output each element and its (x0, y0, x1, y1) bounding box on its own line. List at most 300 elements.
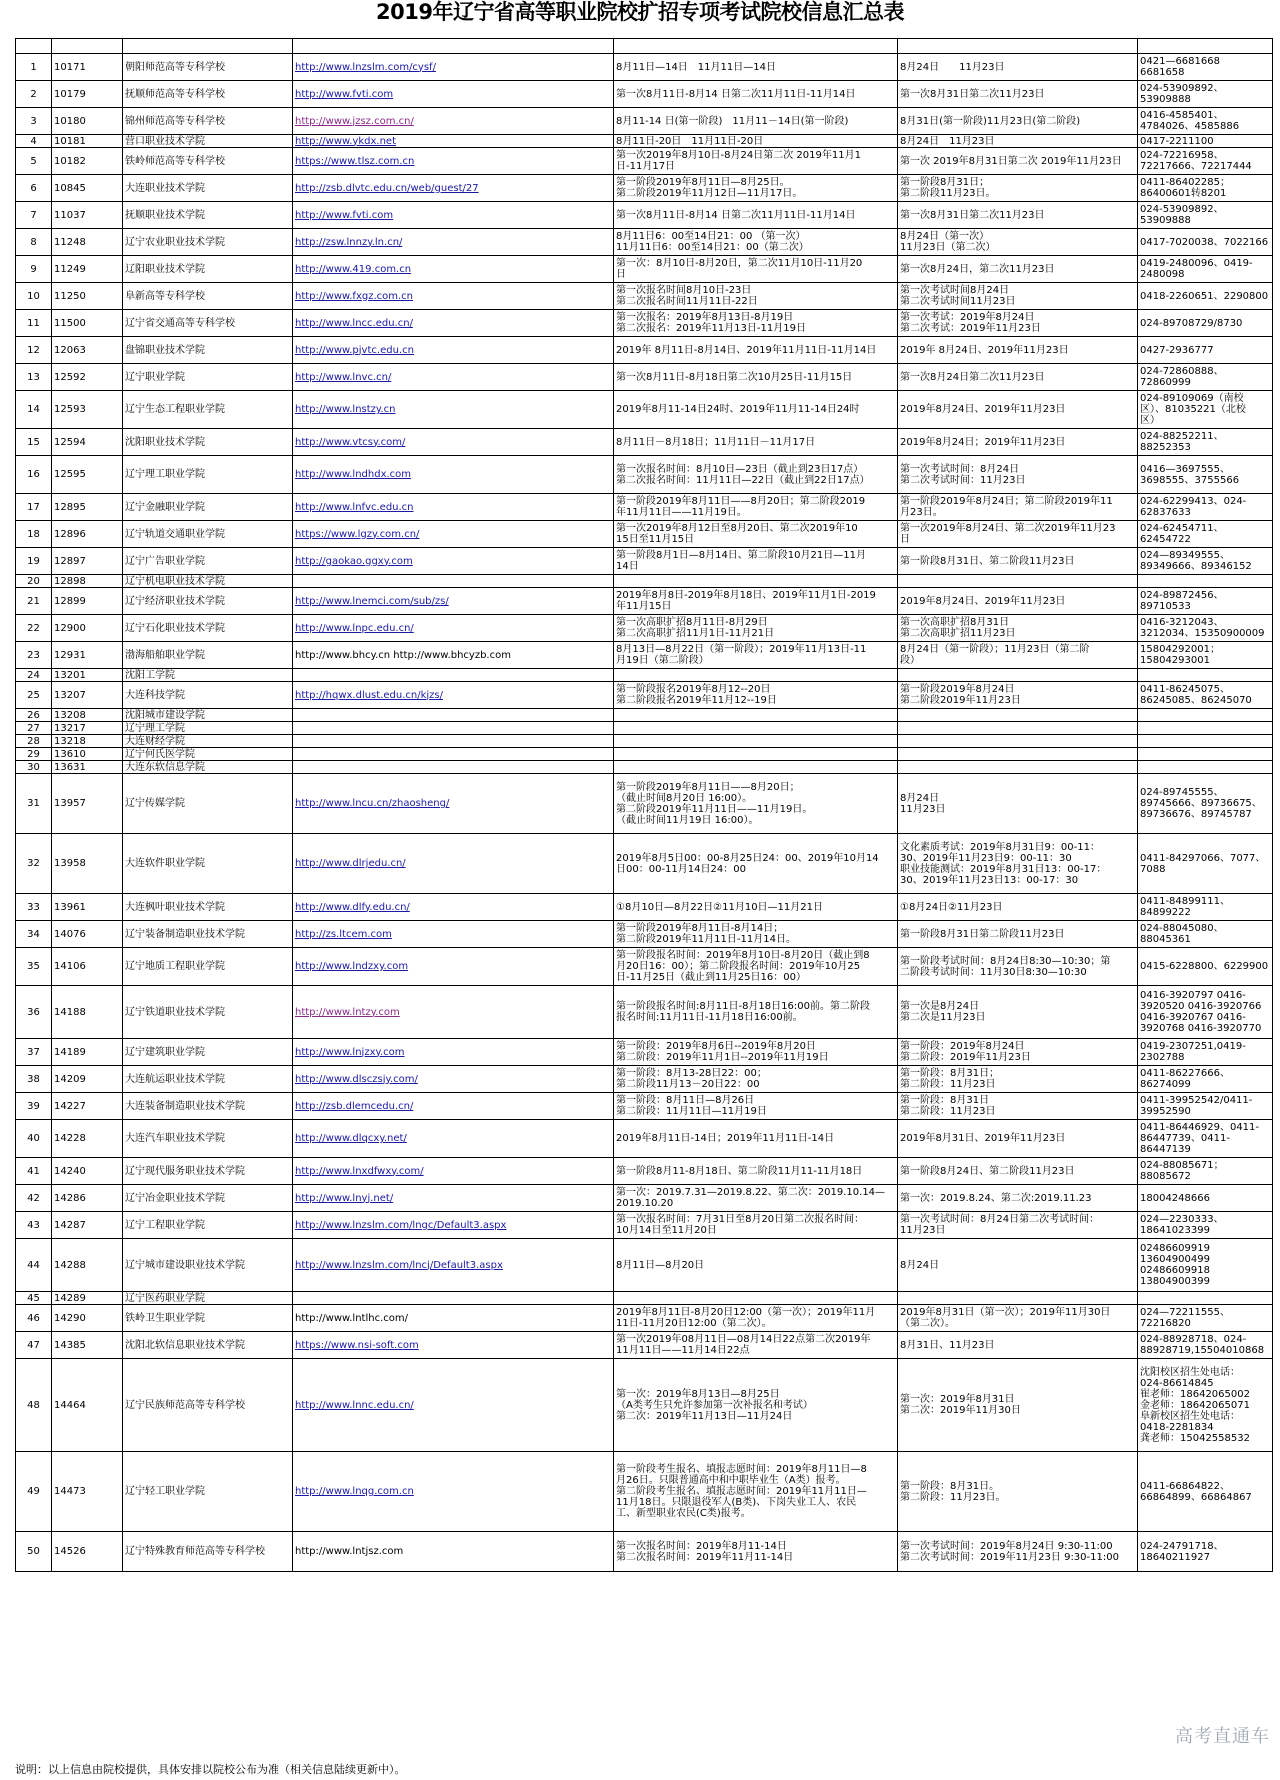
school-name: 辽宁石化职业技术学院 (123, 615, 293, 642)
contact-phone: 0416-4585401、 4784026、4585886 (1138, 108, 1273, 135)
school-url[interactable]: http://www.dlsczsjy.com/ (293, 1066, 614, 1093)
table-row (16, 735, 1273, 748)
table-row (16, 894, 1273, 921)
row-number: 29 (16, 748, 52, 761)
apply-time (614, 761, 898, 774)
school-name: 沈阳职业技术学院 (123, 429, 293, 456)
contact-phone: 0411-84297066、7077、 7088 (1138, 834, 1273, 894)
table-row (16, 1359, 1273, 1452)
school-url[interactable]: http://www.lnzslm.com/cysf/ (293, 54, 614, 81)
school-code: 11037 (52, 202, 123, 229)
school-url[interactable]: http://www.lndzxy.com (293, 948, 614, 986)
school-name: 辽宁生态工程职业学院 (123, 391, 293, 429)
school-code: 12897 (52, 548, 123, 575)
apply-time: 第一阶段2019年8月11日-8月14日； 第二阶段2019年11月11日-11月14日。 (614, 921, 898, 948)
school-url[interactable]: http://www.dlrjedu.cn/ (293, 834, 614, 894)
contact-phone (1138, 709, 1273, 722)
row-number: 5 (16, 148, 52, 175)
exam-time: 第一次2019年8月24日、第二次2019年11月23 日 (898, 521, 1138, 548)
contact-phone: 0419-2307251,0419- 2302788 (1138, 1039, 1273, 1066)
school-url[interactable]: http://www.fvti.com (293, 81, 614, 108)
table-row (16, 748, 1273, 761)
apply-time: 第一次8月11日-8月14 日第二次11月11日-11月14日 (614, 202, 898, 229)
school-name: 辽宁建筑职业学院 (123, 1039, 293, 1066)
row-number: 27 (16, 722, 52, 735)
school-url[interactable]: http://www.lnemci.com/sub/zs/ (293, 588, 614, 615)
page-title: 2019年辽宁省高等职业院校扩招专项考试院校信息汇总表 (376, 0, 904, 24)
exam-time: 第一次8月31日第二次11月23日 (898, 202, 1138, 229)
row-number: 40 (16, 1120, 52, 1158)
table-row (16, 337, 1273, 364)
school-name: 辽宁铁道职业技术学院 (123, 986, 293, 1039)
school-code: 14385 (52, 1332, 123, 1359)
apply-time: 2019年8月8日-2019年8月18日、2019年11月1日-2019 年11月15日 (614, 588, 898, 615)
school-name: 盘锦职业技术学院 (123, 337, 293, 364)
school-url[interactable]: http://www.fxgz.com.cn (293, 283, 614, 310)
school-url[interactable]: http://zsb.dlvtc.edu.cn/web/guest/27 (293, 175, 614, 202)
header-cell (52, 39, 123, 54)
school-name: 大连科技学院 (123, 682, 293, 709)
exam-time: 2019年8月24日、2019年11月23日 (898, 588, 1138, 615)
contact-phone: 024-24791718、 18640211927 (1138, 1532, 1273, 1572)
school-code: 12593 (52, 391, 123, 429)
apply-time: 第一阶段2019年8月11日——8月20日； （截止时间8月20日 16:00）。 第二阶段2019年11月11日——11月19日。 （截止时间11月19日 16:00）。 (614, 774, 898, 834)
school-name: 辽宁经济职业技术学院 (123, 588, 293, 615)
header-cell (293, 39, 614, 54)
school-name: 辽宁省交通高等专科学校 (123, 310, 293, 337)
school-name: 辽宁地质工程职业学院 (123, 948, 293, 986)
row-number: 14 (16, 391, 52, 429)
table-row (16, 1158, 1273, 1185)
school-url[interactable]: http://www.vtcsy.com/ (293, 429, 614, 456)
apply-time: 第一次：8月10日-8月20日，第二次11月10日-11月20 日 (614, 256, 898, 283)
apply-time: 8月13日—8月22日（第一阶段）；2019年11月13日-11 月19日（第二阶段） (614, 642, 898, 669)
apply-time (614, 709, 898, 722)
school-url[interactable]: http://www.lnpc.edu.cn/ (293, 615, 614, 642)
row-number: 12 (16, 337, 52, 364)
school-code: 13208 (52, 709, 123, 722)
exam-time: 2019年8月24日；2019年11月23日 (898, 429, 1138, 456)
contact-phone: 02486609919 13604900499 02486609918 13804900399 (1138, 1239, 1273, 1292)
school-name: 辽宁广告职业学院 (123, 548, 293, 575)
school-url[interactable]: http://gaokao.ggxy.com (293, 548, 614, 575)
info-table (15, 38, 1273, 1572)
table-row (16, 148, 1273, 175)
apply-time: 8月11日—14日 11月11日—14日 (614, 54, 898, 81)
apply-time (614, 722, 898, 735)
school-name: 渤海船舶职业学院 (123, 642, 293, 669)
contact-phone: 0416—3697555、 3698555、3755566 (1138, 456, 1273, 494)
contact-phone: 15804292001； 15804293001 (1138, 642, 1273, 669)
school-url[interactable]: http://www.lnstzy.cn (293, 391, 614, 429)
table-row (16, 81, 1273, 108)
table-row (16, 364, 1273, 391)
school-name: 大连枫叶职业技术学院 (123, 894, 293, 921)
school-url[interactable]: https://www.tlsz.com.cn (293, 148, 614, 175)
table-row (16, 921, 1273, 948)
apply-time: 第一次报名时间8月10日-23日 第二次报名时间11月11日-22日 (614, 283, 898, 310)
exam-time: 第一次考试时间8月24日 第二次考试时间11月23日 (898, 283, 1138, 310)
apply-time: 第一次报名时间：8月10日—23日（截止到23日17点） 第二次报名时间：11月11日—22日（截止到22日17点） (614, 456, 898, 494)
table-row (16, 642, 1273, 669)
school-name: 锦州师范高等专科学校 (123, 108, 293, 135)
school-code: 13958 (52, 834, 123, 894)
table-row (16, 456, 1273, 494)
school-code: 14290 (52, 1305, 123, 1332)
school-code: 14188 (52, 986, 123, 1039)
apply-time (614, 669, 898, 682)
school-code: 12900 (52, 615, 123, 642)
contact-phone (1138, 761, 1273, 774)
school-code: 10181 (52, 135, 123, 148)
exam-time (898, 722, 1138, 735)
apply-time: 8月11日6：00至14日21：00 （第一次） 11月11日6：00至14日21：00（第二次） (614, 229, 898, 256)
contact-phone: 0418-2260651、2290800 (1138, 283, 1273, 310)
contact-phone: 0421—6681668 6681658 (1138, 54, 1273, 81)
school-code: 14189 (52, 1039, 123, 1066)
row-number: 31 (16, 774, 52, 834)
school-code: 13631 (52, 761, 123, 774)
exam-time (898, 575, 1138, 588)
row-number: 23 (16, 642, 52, 669)
exam-time: 8月31日(第一阶段)11月23日(第二阶段) (898, 108, 1138, 135)
contact-phone: 024-88045080、 88045361 (1138, 921, 1273, 948)
school-name: 辽宁何氏医学院 (123, 748, 293, 761)
row-number: 4 (16, 135, 52, 148)
exam-time: 第一阶段考试时间：8月24日8:30—10:30；第 二阶段考试时间：11月30日8:30—10:30 (898, 948, 1138, 986)
row-number: 39 (16, 1093, 52, 1120)
exam-time: 第一次考试时间：8月24日 第二次考试时间：11月23日 (898, 456, 1138, 494)
school-code: 10179 (52, 81, 123, 108)
exam-time: 8月24日 11月23日 (898, 774, 1138, 834)
row-number: 42 (16, 1185, 52, 1212)
school-name: 大连装备制造职业技术学院 (123, 1093, 293, 1120)
school-name: 辽宁职业学院 (123, 364, 293, 391)
table-row (16, 682, 1273, 709)
exam-time (898, 761, 1138, 774)
school-code: 14464 (52, 1359, 123, 1452)
school-name: 沈阳北软信息职业技术学院 (123, 1332, 293, 1359)
school-name: 辽宁理工职业学院 (123, 456, 293, 494)
exam-time: 第一次：2019年8月31日 第二次：2019年11月30日 (898, 1359, 1138, 1452)
school-code: 12899 (52, 588, 123, 615)
apply-time: 第一次2019年8月12日至8月20日、第二次2019年10 15日至11月15日 (614, 521, 898, 548)
contact-phone: 024-53909892、 53909888 (1138, 81, 1273, 108)
contact-phone: 024-72860888、 72860999 (1138, 364, 1273, 391)
school-name: 辽宁现代服务职业技术学院 (123, 1158, 293, 1185)
exam-time: 2019年8月31日（第一次）；2019年11月30日 （第二次）。 (898, 1305, 1138, 1332)
contact-phone: 024-89872456、 89710533 (1138, 588, 1273, 615)
apply-time: 第一次：2019.7.31—2019.8.22、第二次：2019.10.14— 2019.10.20 (614, 1185, 898, 1212)
school-code: 12592 (52, 364, 123, 391)
school-code: 14289 (52, 1292, 123, 1305)
header-row (16, 39, 1273, 54)
school-code: 12895 (52, 494, 123, 521)
school-url[interactable]: http://www.lnvc.cn/ (293, 364, 614, 391)
school-url[interactable]: http://www.bhcy.cn http://www.bhcyzb.com (293, 642, 614, 669)
school-url[interactable]: http://www.lntlhc.com/ (293, 1305, 614, 1332)
table-row (16, 948, 1273, 986)
exam-time: 8月24日 (898, 1239, 1138, 1292)
school-code: 14287 (52, 1212, 123, 1239)
school-code: 14286 (52, 1185, 123, 1212)
apply-time (614, 575, 898, 588)
school-url[interactable]: http://www.lnzslm.com/lncj/Default3.aspx (293, 1239, 614, 1292)
table-row (16, 1452, 1273, 1532)
school-url[interactable]: http://www.lncc.edu.cn/ (293, 310, 614, 337)
contact-phone (1138, 575, 1273, 588)
apply-time: 第一次2019年8月10日-8月24日第二次 2019年11月1 日-11月17日 (614, 148, 898, 175)
school-code: 14228 (52, 1120, 123, 1158)
row-number: 37 (16, 1039, 52, 1066)
apply-time: 第一次8月11日-8月18日第二次10月25日-11月15日 (614, 364, 898, 391)
exam-time: 第一次8月31日第二次11月23日 (898, 81, 1138, 108)
school-url (293, 748, 614, 761)
exam-time (898, 735, 1138, 748)
row-number: 36 (16, 986, 52, 1039)
school-name: 辽宁工程职业学院 (123, 1212, 293, 1239)
row-number: 48 (16, 1359, 52, 1452)
contact-phone (1138, 722, 1273, 735)
school-url[interactable]: http://www.lnfvc.edu.cn (293, 494, 614, 521)
school-name: 大连东软信息学院 (123, 761, 293, 774)
apply-time: 第一次报名：2019年8月13日-8月19日 第二次报名：2019年11月13日-11月19日 (614, 310, 898, 337)
exam-time (898, 1292, 1138, 1305)
school-url[interactable]: https://www.lgzy.com.cn/ (293, 521, 614, 548)
school-name: 沈阳城市建设学院 (123, 709, 293, 722)
contact-phone: 024—89349555、 89349666、89346152 (1138, 548, 1273, 575)
apply-time: 第一阶段2019年8月11日——8月20日；第二阶段2019 年11月11日——11月19日。 (614, 494, 898, 521)
contact-phone (1138, 1292, 1273, 1305)
school-url[interactable]: http://hqwx.dlust.edu.cn/kjzs/ (293, 682, 614, 709)
school-name: 沈阳工学院 (123, 669, 293, 682)
table-row (16, 494, 1273, 521)
school-url[interactable]: https://www.nsi-soft.com (293, 1332, 614, 1359)
exam-time: 第一次是8月24日 第二次是11月23日 (898, 986, 1138, 1039)
school-name: 辽宁医药职业学院 (123, 1292, 293, 1305)
table-row (16, 283, 1273, 310)
school-code: 14526 (52, 1532, 123, 1572)
school-code: 10171 (52, 54, 123, 81)
contact-phone: 024-88252211、 88252353 (1138, 429, 1273, 456)
school-name: 大连航运职业技术学院 (123, 1066, 293, 1093)
row-number: 3 (16, 108, 52, 135)
row-number: 10 (16, 283, 52, 310)
school-code: 13201 (52, 669, 123, 682)
contact-phone: 0416-3920797 0416- 3920520 0416-3920766 0416-3920767 0416- 3920768 0416-3920770 (1138, 986, 1273, 1039)
contact-phone: 0411-86227666、 86274099 (1138, 1066, 1273, 1093)
exam-time: 第一阶段8月31日第二阶段11月23日 (898, 921, 1138, 948)
school-name: 抚顺职业技术学院 (123, 202, 293, 229)
apply-time: 2019年8月11-14日24时、2019年11月11-14日24时 (614, 391, 898, 429)
school-code: 13610 (52, 748, 123, 761)
apply-time: 第一次：2019年8月13日—8月25日 （A类考生只允许参加第一次补报名和考试） 第二次：2019年11月13日—11月24日 (614, 1359, 898, 1452)
contact-phone (1138, 669, 1273, 682)
row-number: 38 (16, 1066, 52, 1093)
contact-phone: 024—72211555、 72216820 (1138, 1305, 1273, 1332)
apply-time: 第一次高职扩招8月11日-8月29日 第二次高职扩招11月1日-11月21日 (614, 615, 898, 642)
footnote: 说明：以上信息由院校提供，具体安排以院校公布为准（相关信息陆续更新中）。 (15, 1763, 406, 1776)
school-url[interactable]: http://www.lndhdx.com (293, 456, 614, 494)
school-url[interactable]: http://www.419.com.cn (293, 256, 614, 283)
row-number: 8 (16, 229, 52, 256)
table-row (16, 1532, 1273, 1572)
school-code: 12063 (52, 337, 123, 364)
exam-time: 8月24日（第一阶段）；11月23日（第二阶 段） (898, 642, 1138, 669)
row-number: 45 (16, 1292, 52, 1305)
school-url[interactable]: http://zsw.lnnzy.ln.cn/ (293, 229, 614, 256)
exam-time: 第一次考试时间：2019年8月24日 9:30-11:00 第二次考试时间：2019年11月23日 9:30-11:00 (898, 1532, 1138, 1572)
table-row (16, 761, 1273, 774)
contact-phone: 0411-84899111、 84899222 (1138, 894, 1273, 921)
school-code: 12595 (52, 456, 123, 494)
header-cell (123, 39, 293, 54)
table-row (16, 774, 1273, 834)
school-url[interactable]: http://www.lnqg.com.cn (293, 1452, 614, 1532)
apply-time: 第一阶段报名时间:8月11日-8月18日16:00前。第二阶段 报名时间:11月11日-11月18日16:00前。 (614, 986, 898, 1039)
school-name: 辽阳职业技术学院 (123, 256, 293, 283)
school-url[interactable]: http://www.pjvtc.edu.cn (293, 337, 614, 364)
school-code: 10180 (52, 108, 123, 135)
school-code: 10182 (52, 148, 123, 175)
apply-time: 第一次8月11日-8月14 日第二次11月11日-11月14日 (614, 81, 898, 108)
school-url (293, 722, 614, 735)
school-url[interactable]: http://www.fvti.com (293, 202, 614, 229)
row-number: 50 (16, 1532, 52, 1572)
exam-time: 文化素质考试：2019年8月31日9：00-11： 30、2019年11月23日9：00-11：30 职业技能测试：2019年8月31日13：00-17： 30、2019年11月23日13：00-17：30 (898, 834, 1138, 894)
school-url[interactable]: http://www.lnjzxy.com (293, 1039, 614, 1066)
school-url[interactable]: http://zs.ltcem.com (293, 921, 614, 948)
school-url[interactable]: http://www.lnyj.net/ (293, 1185, 614, 1212)
apply-time: 第一阶段：8月11日—8月26日 第二阶段：11月11日—11月19日 (614, 1093, 898, 1120)
apply-time: 第一阶段8月11-8月18日、第二阶段11月11-11月18日 (614, 1158, 898, 1185)
table-row (16, 256, 1273, 283)
school-code: 11500 (52, 310, 123, 337)
school-name: 抚顺师范高等专科学校 (123, 81, 293, 108)
row-number: 11 (16, 310, 52, 337)
exam-time: 第一次：2019.8.24、第二次:2019.11.23 (898, 1185, 1138, 1212)
school-code: 12898 (52, 575, 123, 588)
school-code: 11248 (52, 229, 123, 256)
apply-time: 第一阶段：8月13-28日22：00； 第二阶段11月13－20日22：00 (614, 1066, 898, 1093)
contact-phone: 0411-86245075、 86245085、86245070 (1138, 682, 1273, 709)
exam-time: 第一次8月24日第二次11月23日 (898, 364, 1138, 391)
school-code: 11250 (52, 283, 123, 310)
contact-phone: 0411-86446929、0411- 86447739、0411- 86447139 (1138, 1120, 1273, 1158)
row-number: 20 (16, 575, 52, 588)
apply-time: 2019年8月11日-14日；2019年11月11日-14日 (614, 1120, 898, 1158)
row-number: 41 (16, 1158, 52, 1185)
school-name: 营口职业技术学院 (123, 135, 293, 148)
exam-time: 第一阶段8月31日； 第二阶段11月23日。 (898, 175, 1138, 202)
school-url (293, 1292, 614, 1305)
school-code: 14240 (52, 1158, 123, 1185)
school-name: 辽宁特殊教育师范高等专科学校 (123, 1532, 293, 1572)
row-number: 43 (16, 1212, 52, 1239)
exam-time: 2019年8月24日、2019年11月23日 (898, 391, 1138, 429)
header-cell (898, 39, 1138, 54)
school-code: 12594 (52, 429, 123, 456)
school-name: 辽宁传媒学院 (123, 774, 293, 834)
table-row (16, 834, 1273, 894)
exam-time: 第一阶段8月24日、第二阶段11月23日 (898, 1158, 1138, 1185)
table-row (16, 1120, 1273, 1158)
contact-phone: 024-62299413、024- 62837633 (1138, 494, 1273, 521)
row-number: 15 (16, 429, 52, 456)
school-url[interactable]: http://www.jzsz.com.cn/ (293, 108, 614, 135)
contact-phone: 024-89708729/8730 (1138, 310, 1273, 337)
watermark: 高考直通车 (1175, 1726, 1270, 1747)
exam-time: 2019年8月31日、2019年11月23日 (898, 1120, 1138, 1158)
school-code: 14473 (52, 1452, 123, 1532)
contact-phone: 0415-6228800、6229900 (1138, 948, 1273, 986)
school-code: 12931 (52, 642, 123, 669)
apply-time: 8月11日-20日 11月11日-20日 (614, 135, 898, 148)
exam-time: 第一次考试：2019年8月24日 第二次考试：2019年11月23日 (898, 310, 1138, 337)
school-url[interactable]: http://www.lnnc.edu.cn/ (293, 1359, 614, 1452)
apply-time: 8月11日—8月20日 (614, 1239, 898, 1292)
school-url[interactable]: http://www.lnxdfwxy.com/ (293, 1158, 614, 1185)
table-row (16, 54, 1273, 81)
exam-time: 第一次考试时间：8月24日第二次考试时间： 11月23日 (898, 1212, 1138, 1239)
school-url (293, 575, 614, 588)
contact-phone: 024-72216958、 72217666、72217444 (1138, 148, 1273, 175)
table-row (16, 1066, 1273, 1093)
school-url[interactable]: http://www.lntjsz.com (293, 1532, 614, 1572)
contact-phone (1138, 748, 1273, 761)
school-code: 14227 (52, 1093, 123, 1120)
school-name: 铁岭卫生职业学院 (123, 1305, 293, 1332)
school-url[interactable]: http://www.lnzslm.com/lngc/Default3.aspx (293, 1212, 614, 1239)
row-number: 26 (16, 709, 52, 722)
school-code: 13961 (52, 894, 123, 921)
apply-time: ①8月10日—8月22日②11月10日—11月21日 (614, 894, 898, 921)
contact-phone: 024—2230333、 18641023399 (1138, 1212, 1273, 1239)
school-name: 辽宁金融职业学院 (123, 494, 293, 521)
apply-time: 第一阶段报名2019年8月12--20日 第二阶段报名2019年11月12--19日 (614, 682, 898, 709)
school-url[interactable]: http://www.lntzy.com (293, 986, 614, 1039)
school-url (293, 735, 614, 748)
table-row (16, 1239, 1273, 1292)
exam-time (898, 748, 1138, 761)
contact-phone (1138, 735, 1273, 748)
school-url[interactable]: http://zsb.dlemcedu.cn/ (293, 1093, 614, 1120)
school-url[interactable]: http://www.dlfy.edu.cn/ (293, 894, 614, 921)
school-url[interactable]: http://www.dlqcxy.net/ (293, 1120, 614, 1158)
school-code: 13207 (52, 682, 123, 709)
school-code: 14076 (52, 921, 123, 948)
row-number: 21 (16, 588, 52, 615)
contact-phone: 沈阳校区招生处电话： 024-86614845 崔老师：18642065002 金老师：18642065071 阜新校区招生处电话： 0418-2281834 龚老师：15042558532 (1138, 1359, 1273, 1452)
table-row (16, 1039, 1273, 1066)
school-url[interactable]: http://www.ykdx.net (293, 135, 614, 148)
school-url (293, 761, 614, 774)
school-url (293, 709, 614, 722)
apply-time: 第一阶段报名时间：2019年8月10日-8月20日（截止到8 月20日16：00）；第二阶段报名时间：2019年10月25 日-11月25日（截止到11月25日16：00） (614, 948, 898, 986)
school-name: 辽宁轻工职业学院 (123, 1452, 293, 1532)
exam-time: 第一阶段2019年8月24日；第二阶段2019年11 月23日。 (898, 494, 1138, 521)
school-name: 大连软件职业学院 (123, 834, 293, 894)
exam-time: ①8月24日②11月23日 (898, 894, 1138, 921)
apply-time: 2019年8月5日00：00-8月25日24：00、2019年10月14 日00：00-11月14日24：00 (614, 834, 898, 894)
apply-time: 第一次2019年08月11日—08月14日22点第二次2019年 11月11日——11月14日22点 (614, 1332, 898, 1359)
school-url[interactable]: http://www.lncu.cn/zhaosheng/ (293, 774, 614, 834)
school-name: 大连职业技术学院 (123, 175, 293, 202)
apply-time: 第一阶段2019年8月11日—8月25日。 第二阶段2019年11月12日—11月17日。 (614, 175, 898, 202)
school-name: 辽宁城市建设职业技术学院 (123, 1239, 293, 1292)
exam-time: 第一阶段：2019年8月24日 第二阶段：2019年11月23日 (898, 1039, 1138, 1066)
school-name: 辽宁装备制造职业技术学院 (123, 921, 293, 948)
